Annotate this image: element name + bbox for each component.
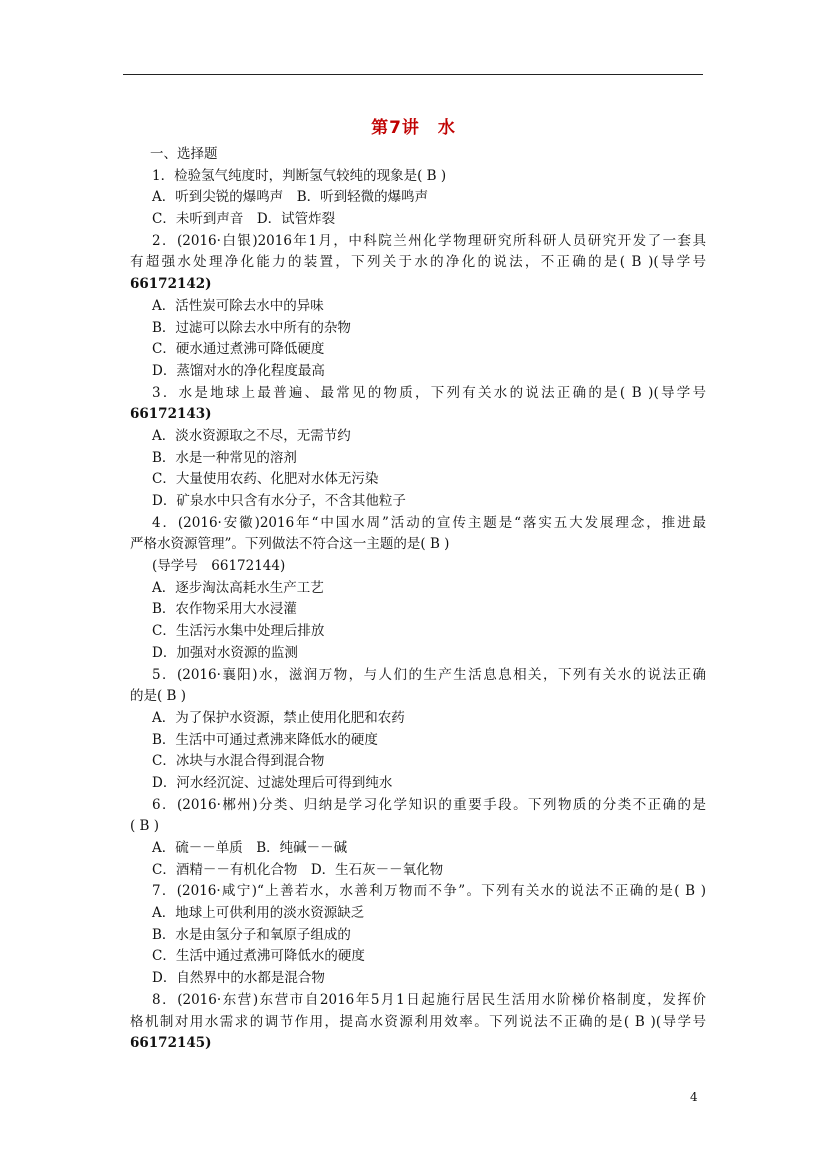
question-line: 1．检验氢气纯度时，判断氢气较纯的现象是( B ) xyxy=(152,167,447,184)
option-line: C．未听到声音 D．试管炸裂 xyxy=(152,211,336,228)
option-line: D．蒸馏对水的净化程度最高 xyxy=(152,362,325,379)
option-line: B．生活中可通过煮沸来降低水的硬度 xyxy=(152,731,378,748)
option-line: C．生活中通过煮沸可降低水的硬度 xyxy=(152,948,365,965)
option-line: B．过滤可以除去水中所有的杂物 xyxy=(152,319,351,336)
text-line: ( B ) xyxy=(130,818,160,835)
header-rule xyxy=(123,74,703,75)
option-line: A．硫－－单质 B．纯碱－－碱 xyxy=(152,840,348,856)
text-line: 66172145) xyxy=(130,1035,212,1052)
question-line: 7．(2016·咸宁)“上善若水，水善利万物而不争”。下列有关水的说法不正确的是( B ) xyxy=(152,883,706,900)
option-line: A．听到尖锐的爆鸣声 B．听到轻微的爆鸣声 xyxy=(152,189,429,206)
option-line: D．河水经沉淀、过滤处理后可得到纯水 xyxy=(152,774,393,791)
text-line: 66172143) xyxy=(130,406,212,423)
text-line: 严格水资源管理”。下列做法不符合这一主题的是( B ) xyxy=(130,536,450,553)
option-line: D．自然界中的水都是混合物 xyxy=(152,970,325,987)
option-line: A．为了保护水资源，禁止使用化肥和农药 xyxy=(152,709,405,726)
option-line: B．水是一种常见的溶剂 xyxy=(152,449,297,466)
option-line: B．水是由氢分子和氧原子组成的 xyxy=(152,926,351,943)
question-line: 2．(2016·白银)2016年1月，中科院兰州化学物理研究所科研人员研究开发了一套具 xyxy=(152,232,706,249)
question-line: 3．水是地球上最普遍、最常见的物质，下列有关水的说法正确的是( B )(导学号 xyxy=(152,384,706,401)
question-line: 6．(2016·郴州)分类、归纳是学习化学知识的重要手段。下列物质的分类不正确的是 xyxy=(152,796,706,813)
option-line: A．逐步淘汰高耗水生产工艺 xyxy=(152,579,324,596)
option-line: A．地球上可供利用的淡水资源缺乏 xyxy=(152,905,365,922)
text-line: 格机制对用水需求的调节作用，提高水资源利用效率。下列说法不正确的是( B )(导学号 xyxy=(130,1013,706,1030)
option-line: B．农作物采用大水浸灌 xyxy=(152,601,297,618)
option-line: D．矿泉水中只含有水分子，不含其他粒子 xyxy=(152,493,406,509)
question-list xyxy=(130,144,706,1055)
option-line: C．大量使用农药、化肥对水体无污染 xyxy=(152,471,379,488)
option-line: A．淡水资源取之不尽，无需节约 xyxy=(152,427,351,444)
option-line: A．活性炭可除去水中的异味 xyxy=(152,297,324,314)
question-line: 5．(2016·襄阳)水，滋润万物，与人们的生产生活息息相关，下列有关水的说法正确 xyxy=(152,666,706,683)
question-line: 4．(2016·安徽)2016年“中国水周”活动的宣传主题是“落实五大发展理念，推进最 xyxy=(152,514,706,531)
page-number: 4 xyxy=(690,1090,698,1104)
option-line: C．生活污水集中处理后排放 xyxy=(152,623,325,640)
text-line: 的是( B ) xyxy=(130,688,187,705)
option-line: (导学号 66172144) xyxy=(152,558,286,575)
page-title: 第7讲 水 xyxy=(371,118,456,138)
text-lines xyxy=(130,166,706,1055)
option-line: C．硬水通过煮沸可降低硬度 xyxy=(152,341,325,358)
option-line: D．加强对水资源的监测 xyxy=(152,644,298,661)
section-heading: 一、选择题 xyxy=(150,146,218,162)
option-line: C．冰块与水混合得到混合物 xyxy=(152,753,325,770)
option-line: C．酒精－－有机化合物 D．生石灰－－氧化物 xyxy=(152,861,444,878)
text-line: 有超强水处理净化能力的装置，下列关于水的净化的说法，不正确的是( B )(导学号 xyxy=(130,254,706,271)
text-line: 66172142) xyxy=(130,276,212,293)
question-line: 8．(2016·东营)东营市自2016年5月1日起施行居民生活用水阶梯价格制度，发挥价 xyxy=(152,991,706,1008)
